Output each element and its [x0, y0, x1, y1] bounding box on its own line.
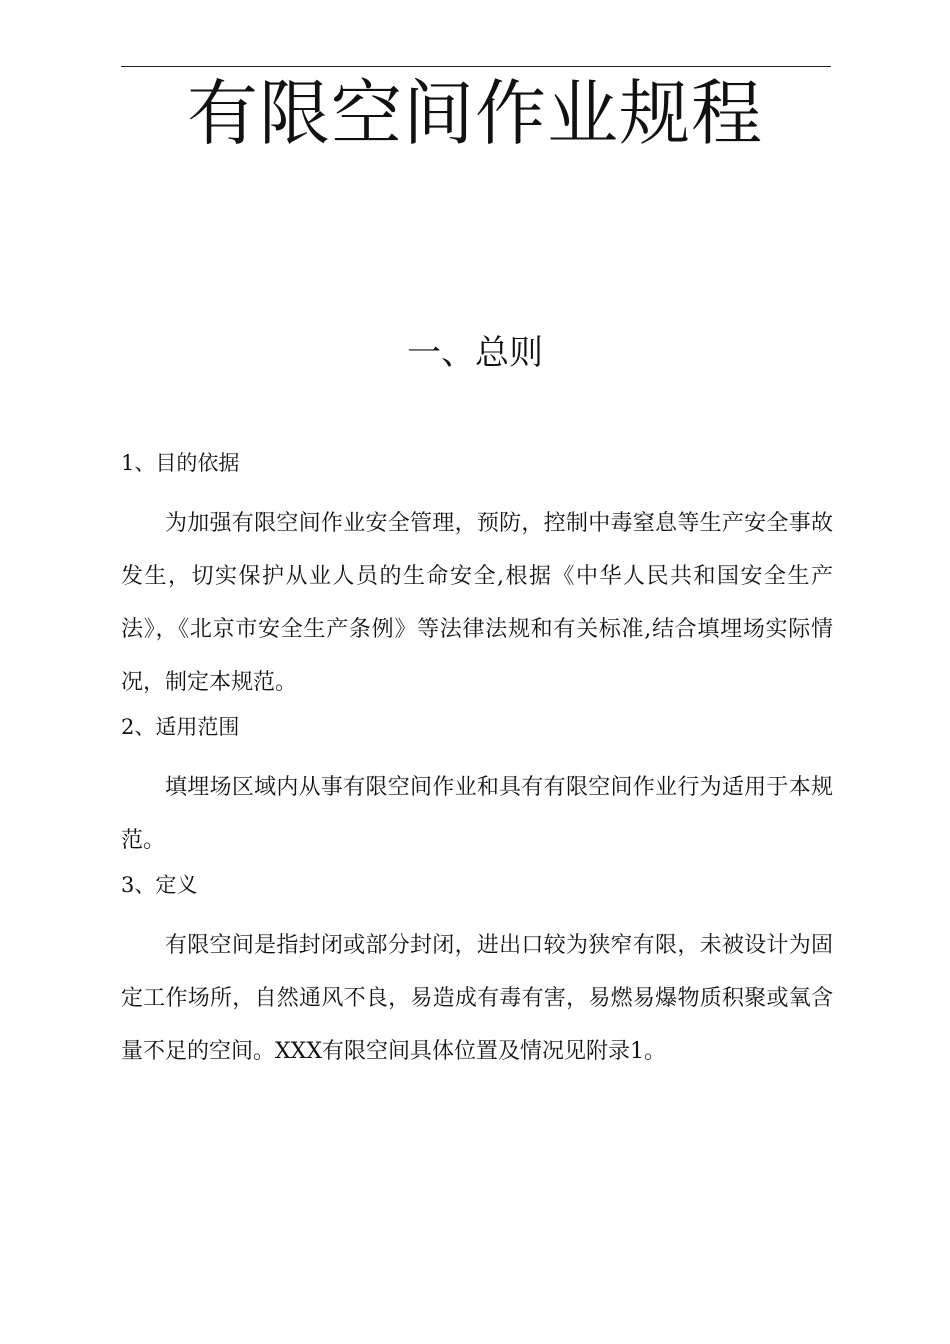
section-definition — [121, 870, 833, 1078]
section-paragraph: 为加强有限空间作业安全管理，预防，控制中毒窒息等生产安全事故发生，切实保护从业人员的生命安全,根据《中华人民共和国安全生产法》，《北京市安全生产条例》等法律法规和有关标准,结合填埋场实际情况，制定本规范。 — [121, 511, 833, 695]
section-paragraph: 有限空间是指封闭或部分封闭，进出口较为狭窄有限，未被设计为固定工作场所，自然通风不良，易造成有毒有害，易燃易爆物质积聚或氧含量不足的空间。XXX有限空间具体位置及情况见附录1。 — [121, 933, 833, 1064]
section-heading: 3、定义 — [121, 873, 198, 897]
chapter-title: 一、总则 — [407, 333, 543, 373]
header-rule — [121, 66, 831, 67]
section-heading: 1、目的依据 — [121, 451, 240, 475]
section-heading: 2、适用范围 — [121, 715, 240, 739]
section-scope — [121, 712, 833, 867]
section-purpose — [121, 448, 833, 709]
document-title: 有限空间作业规程 — [186, 72, 763, 155]
section-paragraph: 填埋场区域内从事有限空间作业和具有有限空间作业行为适用于本规范。 — [121, 775, 833, 853]
